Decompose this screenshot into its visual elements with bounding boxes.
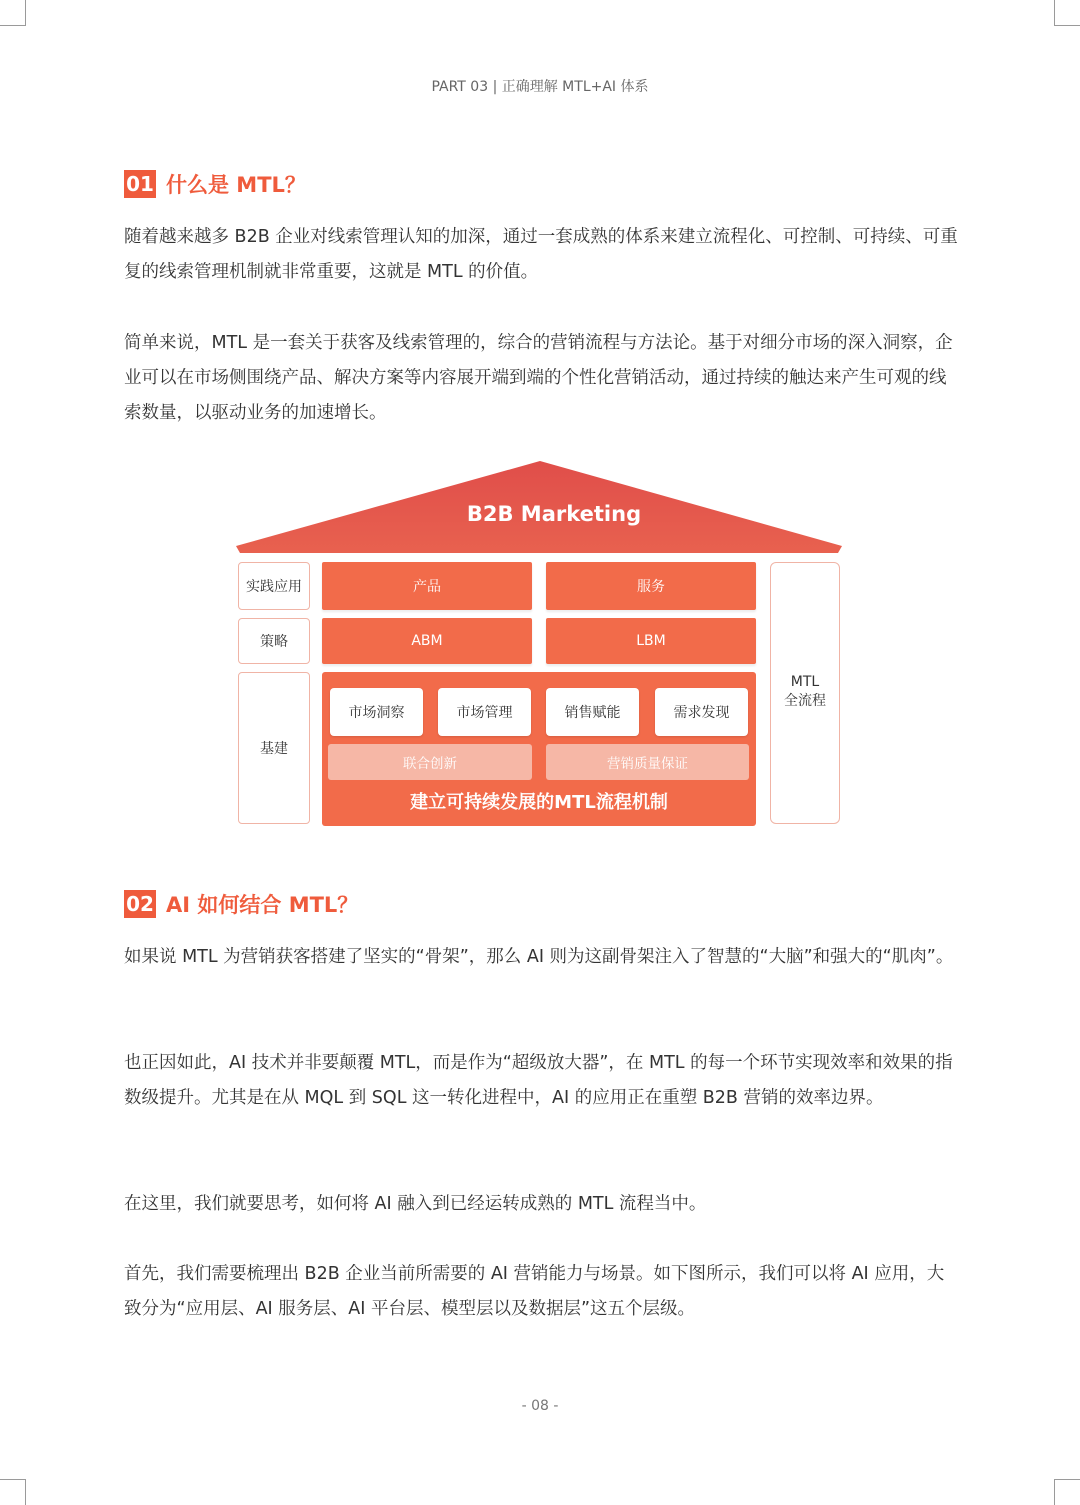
crop-mark-top-right <box>1054 0 1080 26</box>
strategy-lbm-bar: LBM <box>546 618 756 664</box>
mtl-box-line2: 全流程 <box>784 693 826 709</box>
foundation-pale-tile: 营销质量保证 <box>546 744 749 780</box>
crop-mark-bottom-right <box>1054 1479 1080 1505</box>
row-label-strategy: 策略 <box>238 618 310 664</box>
foundation-tile: 销售赋能 <box>546 688 639 736</box>
foundation-tile: 市场管理 <box>438 688 531 736</box>
section-title: 什么是 MTL？ <box>166 173 306 197</box>
paragraph: 简单来说，MTL 是一套关于获客及线索管理的，综合的营销流程与方法论。基于对细分市场的深入洞察，企业可以在市场侧围绕产品、解决方案等内容展开端到端的个性化营销活动，通过持续的触达来产生可观的线索数量，以驱动业务的加速增长。 <box>124 333 953 423</box>
mtl-full-process-box <box>770 562 840 824</box>
foundation-pale-tile: 联合创新 <box>328 744 532 780</box>
row-label-practice: 实践应用 <box>238 562 310 610</box>
paragraph: 也正因如此，AI 技术并非要颠覆 MTL，而是作为“超级放大器”，在 MTL 的每一个环节实现效率和效果的指数级提升。尤其是在从 MQL 到 SQL 这一转化进程中，AI 的应用正在重塑 B2B 营销的效率边界。 <box>124 1053 953 1108</box>
strategy-abm-bar: ABM <box>322 618 532 664</box>
practice-service-bar: 服务 <box>546 562 756 610</box>
row-label-foundation: 基建 <box>238 672 310 824</box>
foundation-caption: 建立可持续发展的MTL流程机制 <box>410 792 668 813</box>
roof-title: B2B Marketing <box>466 502 642 526</box>
section-number-badge: 01 <box>124 170 156 198</box>
paragraph: 首先，我们需要梳理出 B2B 企业当前所需要的 AI 营销能力与场景。如下图所示，我们可以将 AI 应用，大致分为“应用层、AI 服务层、AI 平台层、模型层以及数据层”这五个层级。 <box>124 1264 945 1319</box>
foundation-tile: 市场洞察 <box>330 688 423 736</box>
paragraph: 在这里，我们就要思考，如何将 AI 融入到已经运转成熟的 MTL 流程当中。 <box>124 1194 707 1214</box>
practice-product-bar: 产品 <box>322 562 532 610</box>
crop-mark-bottom-left <box>0 1479 26 1505</box>
paragraph: 如果说 MTL 为营销获客搭建了坚实的“骨架”，那么 AI 则为这副骨架注入了智慧的“大脑”和强大的“肌肉”。 <box>124 947 954 967</box>
section-heading-02 <box>124 889 358 919</box>
page-number: - 08 - <box>521 1398 559 1414</box>
paragraph: 随着越来越多 B2B 企业对线索管理认知的加深，通过一套成熟的体系来建立流程化、可控制、可持续、可重复的线索管理机制就非常重要，这就是 MTL 的价值。 <box>124 227 958 282</box>
mtl-box-line1: MTL <box>790 674 820 690</box>
crop-mark-top-left <box>0 0 26 26</box>
mtl-house-diagram <box>234 458 846 830</box>
section-number-badge: 02 <box>124 890 156 918</box>
running-header: PART 03 | 正确理解 MTL+AI 体系 <box>431 79 649 95</box>
foundation-tile: 需求发现 <box>655 688 748 736</box>
section-heading-01 <box>124 169 306 199</box>
section-title: AI 如何结合 MTL？ <box>166 893 359 917</box>
